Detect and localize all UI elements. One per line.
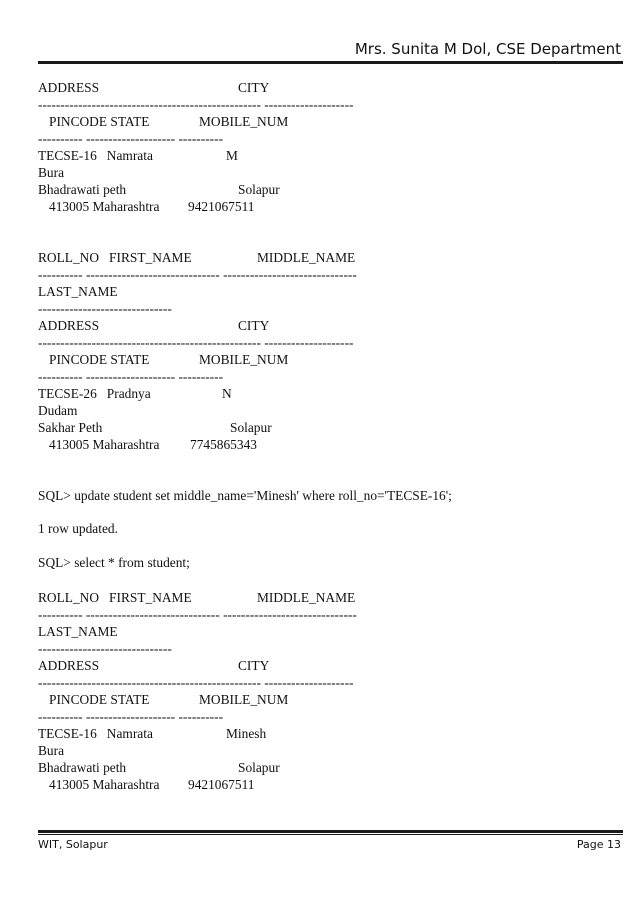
- text-line-segment: MOBILE_NUM: [199, 352, 289, 367]
- text-line-segment: 1 row updated.: [38, 521, 118, 536]
- text-line-segment: LAST_NAME: [38, 284, 118, 299]
- text-line-segment: 413005 Maharashtra: [49, 199, 160, 214]
- text-line-segment: TECSE-16 Namrata: [38, 726, 153, 741]
- text-line-segment: ------------------------------: [38, 641, 172, 656]
- text-line-segment: ---------- ------------------------------ ------------------------------: [38, 607, 357, 622]
- text-line-segment: M: [226, 148, 238, 163]
- text-line-segment: Bura: [38, 743, 65, 758]
- text-line-segment: Dudam: [38, 403, 78, 418]
- text-line-segment: -------------------------------------------------- --------------------: [38, 335, 354, 350]
- text-line-segment: MIDDLE_NAME: [257, 590, 356, 605]
- text-line-segment: Solapur: [238, 182, 280, 197]
- text-line-segment: Solapur: [238, 760, 280, 775]
- text-line-segment: 413005 Maharashtra: [49, 777, 160, 792]
- text-line-segment: Minesh: [226, 726, 267, 741]
- text-line-segment: CITY: [238, 80, 270, 95]
- text-line-segment: ROLL_NO FIRST_NAME: [38, 250, 192, 265]
- text-line-segment: PINCODE STATE: [49, 114, 150, 129]
- text-line-segment: Solapur: [230, 420, 272, 435]
- text-line-segment: PINCODE STATE: [49, 692, 150, 707]
- text-line-segment: CITY: [238, 318, 270, 333]
- text-line-segment: PINCODE STATE: [49, 352, 150, 367]
- text-line-segment: SQL> update student set middle_name='Minesh' where roll_no='TECSE-16';: [38, 488, 452, 503]
- footer-rule-thin: [38, 834, 623, 835]
- text-line-segment: MOBILE_NUM: [199, 114, 289, 129]
- text-line-segment: ---------- -------------------- ----------: [38, 369, 224, 384]
- text-line-segment: ---------- ------------------------------ ------------------------------: [38, 267, 357, 282]
- page-header: [38, 40, 623, 60]
- text-line-segment: Bura: [38, 165, 65, 180]
- text-line-segment: 9421067511: [188, 199, 255, 214]
- text-line-segment: N: [222, 386, 232, 401]
- text-line-segment: ADDRESS: [38, 80, 100, 95]
- text-line-segment: CITY: [238, 658, 270, 673]
- text-line-segment: ------------------------------: [38, 301, 172, 316]
- footer-left: WIT, Solapur: [38, 838, 108, 851]
- text-line-segment: Sakhar Peth: [38, 420, 103, 435]
- text-line-segment: -------------------------------------------------- --------------------: [38, 675, 354, 690]
- text-line-segment: 9421067511: [188, 777, 255, 792]
- text-line-segment: MIDDLE_NAME: [257, 250, 356, 265]
- header-rule: [38, 61, 623, 64]
- text-line-segment: SQL> select * from student;: [38, 555, 190, 570]
- text-line-segment: MOBILE_NUM: [199, 692, 289, 707]
- footer-rule: [38, 830, 623, 833]
- text-line-segment: -------------------------------------------------- --------------------: [38, 97, 354, 112]
- footer-page-number: Page 13: [576, 838, 621, 851]
- text-line-segment: ROLL_NO FIRST_NAME: [38, 590, 192, 605]
- text-line-segment: ---------- -------------------- ----------: [38, 131, 224, 146]
- text-line-segment: ---------- -------------------- ----------: [38, 709, 224, 724]
- header-title: Mrs. Sunita M Dol, CSE Department: [354, 40, 621, 58]
- text-line-segment: ADDRESS: [38, 658, 100, 673]
- text-line-segment: LAST_NAME: [38, 624, 118, 639]
- text-line-segment: 7745865343: [190, 437, 257, 452]
- text-line-segment: Bhadrawati peth: [38, 182, 127, 197]
- text-line-segment: TECSE-26 Pradnya: [38, 386, 151, 401]
- text-line-segment: 413005 Maharashtra: [49, 437, 160, 452]
- text-line-segment: Bhadrawati peth: [38, 760, 127, 775]
- text-line-segment: ADDRESS: [38, 318, 100, 333]
- text-line-segment: TECSE-16 Namrata: [38, 148, 153, 163]
